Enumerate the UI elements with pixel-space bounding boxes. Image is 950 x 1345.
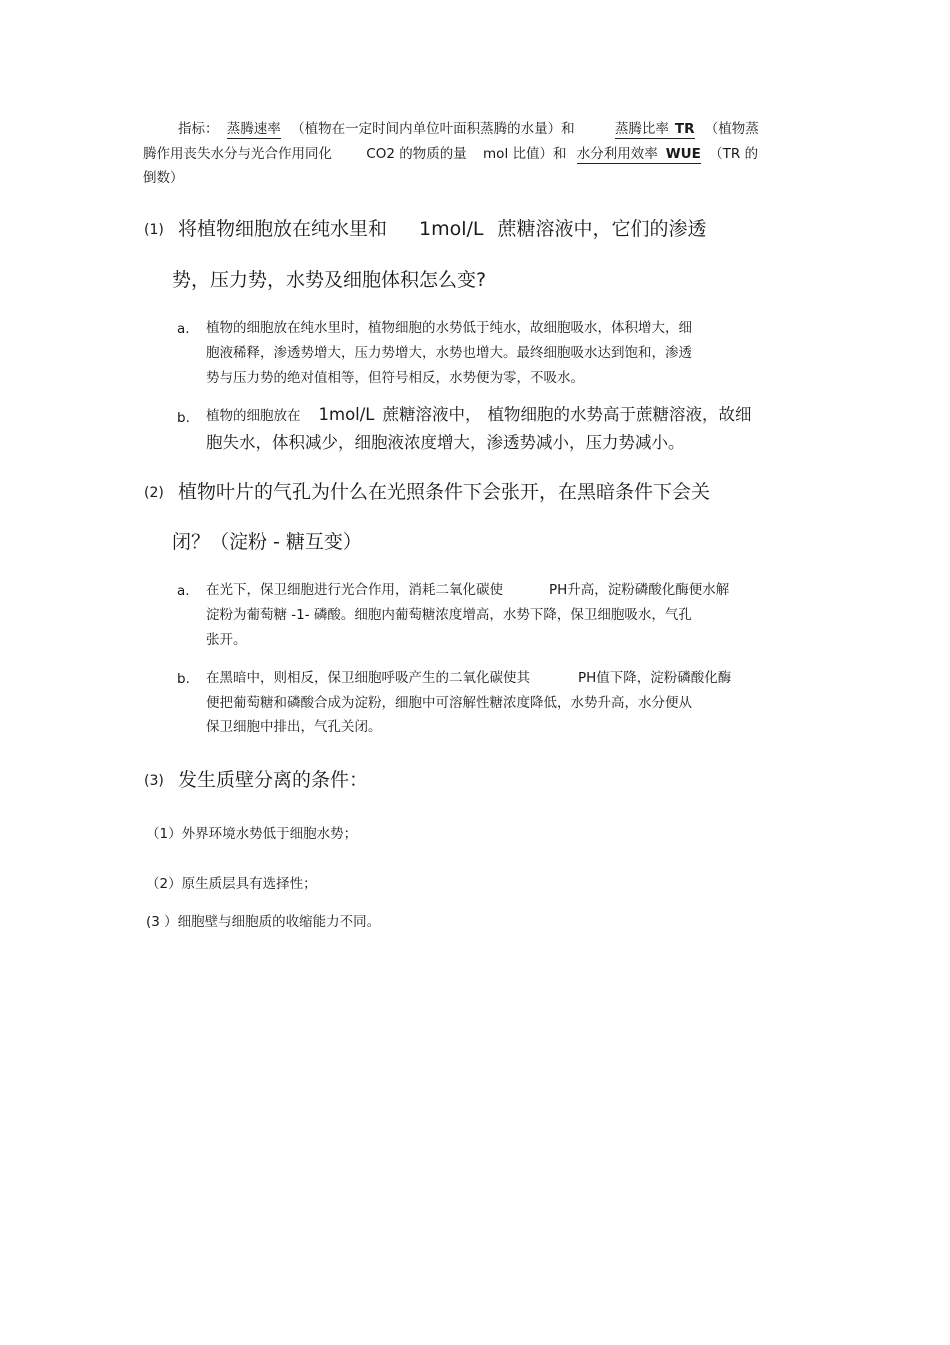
intro-line-1: 指标： 蒸腾速率 （植物在一定时间内单位叶面积蒸腾的水量）和 蒸腾比率 TR （植物蒸: [178, 121, 759, 137]
term-transpiration-rate: 蒸腾速率: [226, 121, 281, 137]
answer-1a-line-1: 植物的细胞放在纯水里时，植物细胞的水势低于纯水，故细胞吸水，体积增大，细: [206, 320, 692, 336]
answer-1b-line-1: 植物的细胞放在 1mol/L 蔗糖溶液中， 植物细胞的水势高于蔗糖溶液，故细: [206, 405, 752, 424]
condition-3: (3 ）细胞壁与细胞质的收缩能力不同。: [146, 914, 381, 930]
term-transpiration-ratio: 蒸腾比率 TR: [614, 121, 695, 137]
condition-2: （2）原生质层具有选择性；: [146, 876, 317, 892]
answer-2a-line-3: 张开。: [206, 632, 247, 648]
answer-2b-line-1: 在黑暗中，则相反，保卫细胞呼吸产生的二氧化碳使其 PH值下降，淀粉磷酸化酶: [206, 670, 732, 686]
answer-1b-line-2: 胞失水，体积减少，细胞液浓度增大，渗透势减小，压力势减小。: [206, 433, 685, 452]
answer-2a-line-2: 淀粉为葡萄糖 -1- 磷酸。细胞内葡萄糖浓度增高，水势下降，保卫细胞吸水，气孔: [206, 607, 692, 623]
intro-line-2: 腾作用丧失水分与光合作用同化 CO2 的物质的量 mol 比值）和 水分利用效率 WUE （TR 的: [143, 146, 759, 162]
term-water-use-efficiency: 水分利用效率 WUE: [576, 146, 701, 162]
question-2-line-2: 闭？（淀粉 - 糖互变）: [172, 531, 362, 553]
question-3-number: (3): [144, 773, 164, 789]
intro-line-3: 倒数）: [143, 170, 184, 186]
question-3-title: 发生质壁分离的条件：: [178, 769, 369, 791]
question-2-line-1: 植物叶片的气孔为什么在光照条件下会张开，在黑暗条件下会关: [178, 481, 711, 503]
question-1-line-2: 势，压力势，水势及细胞体积怎么变?: [172, 269, 487, 291]
answer-2a-marker: a.: [177, 583, 190, 599]
answer-1b-marker: b.: [177, 410, 190, 426]
answer-1a-line-2: 胞液稀释，渗透势增大，压力势增大，水势也增大。最终细胞吸水达到饱和，渗透: [206, 345, 692, 361]
answer-2b-line-3: 保卫细胞中排出，气孔关闭。: [206, 719, 382, 735]
answer-2b-line-2: 便把葡萄糖和磷酸合成为淀粉，细胞中可溶解性糖浓度降低，水势升高，水分便从: [206, 695, 692, 711]
answer-2b-marker: b.: [177, 671, 190, 687]
question-2-number: (2): [144, 485, 164, 501]
intro-label: 指标：: [178, 121, 219, 137]
answer-2a-line-1: 在光下，保卫细胞进行光合作用，消耗二氧化碳使 PH升高，淀粉磷酸化酶便水解: [206, 582, 730, 598]
question-1-line-1: 将植物细胞放在纯水里和 1mol/L 蔗糖溶液中，它们的渗透: [178, 218, 707, 240]
question-1-number: (1): [144, 222, 164, 238]
answer-1a-marker: a.: [177, 321, 190, 337]
condition-1: （1）外界环境水势低于细胞水势；: [146, 826, 358, 842]
answer-1a-line-3: 势与压力势的绝对值相等，但符号相反，水势便为零，不吸水。: [206, 370, 584, 386]
